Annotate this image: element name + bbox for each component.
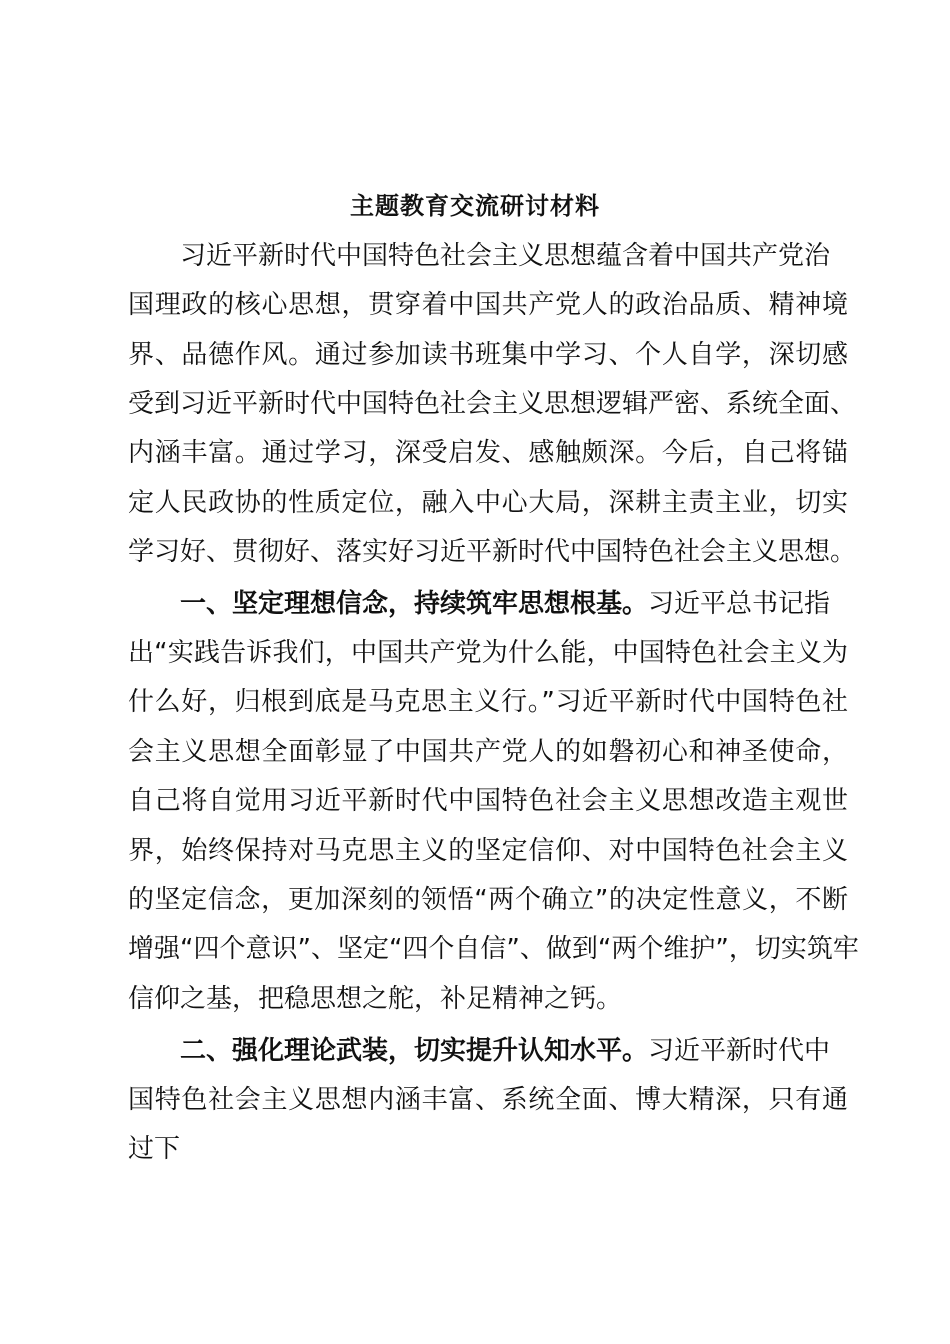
section-2-first-rest: 习近平新时代中 [648,1036,831,1066]
section-2-heading: 二、强化理论武装，切实提升认知水平。 [180,1036,649,1066]
paragraph-line: 什么好，归根到底是马克思主义行。”习近平新时代中国特色社 [128,687,848,717]
paragraph-line: 的坚定信念，更加深刻的领悟“两个确立”的决定性意义，不断 [128,885,848,915]
paragraph-line: 学习好、贯彻好、落实好习近平新时代中国特色社会主义思想。 [128,537,857,567]
section-1-first-rest: 习近平总书记指 [648,589,831,619]
paragraph-line: 界、品德作风。通过参加读书班集中学习、个人自学，深切感 [128,340,848,370]
section-1-first-line [180,584,830,624]
section-2-first-line [180,1031,830,1071]
paragraph-line: 自己将自觉用习近平新时代中国特色社会主义思想改造主观世 [128,786,848,816]
paragraph-line: 过下 [128,1134,181,1164]
paragraph-line: 国理政的核心思想，贯穿着中国共产党人的政治品质、精神境 [128,290,848,320]
paragraph-line: 会主义思想全面彰显了中国共产党人的如磐初心和神圣使命， [128,737,848,767]
paragraph-line: 内涵丰富。通过学习，深受启发、感触颇深。今后，自己将锚 [128,438,848,468]
paragraph-line: 界，始终保持对马克思主义的坚定信仰、对中国特色社会主义 [128,836,848,866]
section-1-heading: 一、坚定理想信念，持续筑牢思想根基。 [180,589,649,619]
paragraph-line: 定人民政协的性质定位，融入中心大局，深耕主责主业，切实 [128,488,848,518]
document-title: 主题教育交流研讨材料 [350,192,600,220]
paragraph-line: 国特色社会主义思想内涵丰富、系统全面、博大精深，只有通 [128,1085,848,1115]
paragraph-line: 习近平新时代中国特色社会主义思想蕴含着中国共产党治 [180,241,831,271]
paragraph-line: 出“实践告诉我们，中国共产党为什么能，中国特色社会主义为 [128,638,848,668]
paragraph-line: 受到习近平新时代中国特色社会主义思想逻辑严密、系统全面、 [128,389,857,419]
paragraph-line: 信仰之基，把稳思想之舵，补足精神之钙。 [128,984,623,1014]
paragraph-line: 增强“四个意识”、坚定“四个自信”、做到“两个维护”，切实筑牢 [128,934,859,964]
